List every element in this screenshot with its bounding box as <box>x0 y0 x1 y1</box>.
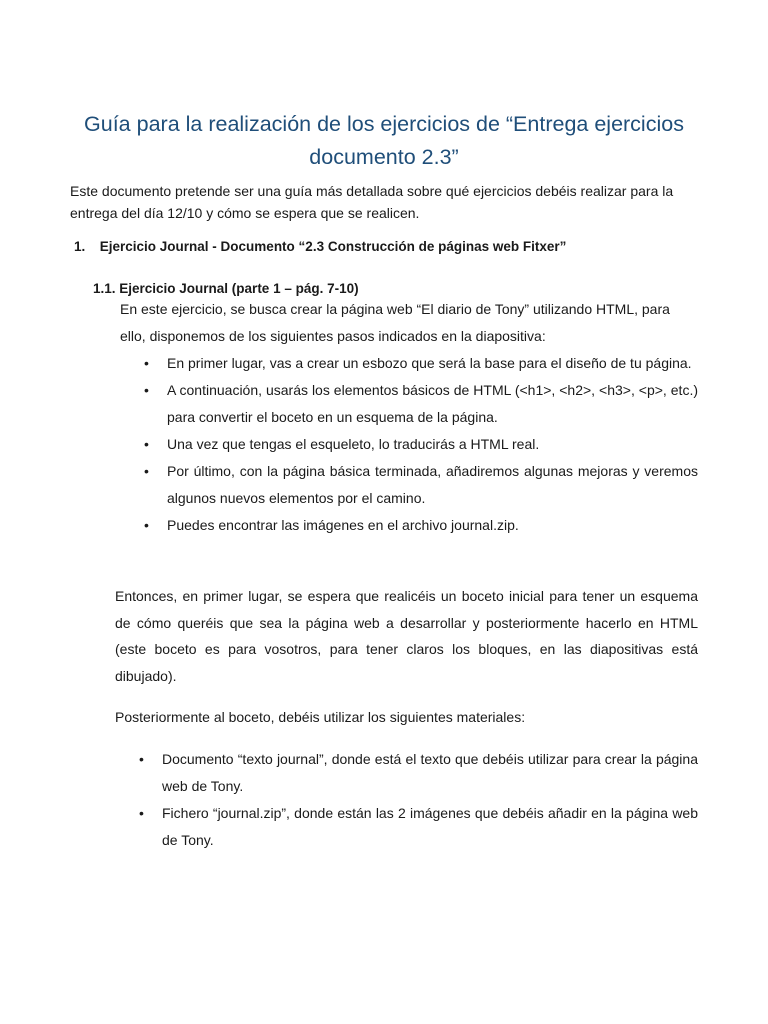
bullet-icon: • <box>144 382 149 398</box>
bullet-icon: • <box>139 805 144 821</box>
bullet-icon: • <box>144 436 149 452</box>
list-item <box>144 350 698 377</box>
section-number: 1. <box>74 239 86 254</box>
material-text: Fichero “journal.zip”, donde están las 2 imágenes que debéis añadir en la página web de Tony. <box>162 805 698 848</box>
materials-intro: Posteriormente al boceto, debéis utilizar los siguientes materiales: <box>115 709 526 725</box>
boceto-paragraph: Entonces, en primer lugar, se espera que realicéis un boceto inicial para tener un esquema de cómo queréis que sea la página web a desarrollar y posteriormente hacerlo en HTML (este boceto es para vosotros, para tener claros los bloques, en las diapositivas está dibujado). <box>115 588 698 684</box>
intro-paragraph: Este documento pretende ser una guía más detallada sobre qué ejercicios debéis realizar para la entrega del día 12/10 y cómo se espera que se realicen. <box>70 183 674 221</box>
list-item <box>144 431 698 458</box>
step-text: Por último, con la página básica terminada, añadiremos algunas mejoras y veremos algunos nuevos elementos por el camino. <box>167 463 698 506</box>
list-item <box>139 746 698 800</box>
material-text: Documento “texto journal”, donde está el texto que debéis utilizar para crear la página web de Tony. <box>162 751 698 794</box>
list-item <box>144 458 698 512</box>
section-heading-text: Ejercicio Journal - Documento “2.3 Construcción de páginas web Fitxer” <box>99 239 567 254</box>
list-item <box>144 512 698 539</box>
subsection-intro: En este ejercicio, se busca crear la página web “El diario de Tony” utilizando HTML, para ello, disponemos de los siguientes pasos indicados en la diapositiva: <box>120 301 670 344</box>
document-title: Guía para la realización de los ejercicios de “Entrega ejercicios documento 2.3” <box>84 112 684 169</box>
bullet-icon: • <box>144 463 149 479</box>
step-text: A continuación, usarás los elementos básicos de HTML (<h1>, <h2>, <h3>, <p>, etc.) para convertir el boceto en un esquema de la página. <box>167 382 698 425</box>
section-heading <box>74 237 714 257</box>
bullet-icon: • <box>144 355 149 371</box>
list-item <box>139 800 698 854</box>
bullet-icon: • <box>139 751 144 767</box>
subsection-heading: 1.1. Ejercicio Journal (parte 1 – pág. 7-10) <box>93 281 359 296</box>
bullet-icon: • <box>144 517 149 533</box>
step-text: En primer lugar, vas a crear un esbozo que será la base para el diseño de tu página. <box>167 355 692 371</box>
step-text: Una vez que tengas el esqueleto, lo traducirás a HTML real. <box>167 436 540 452</box>
list-item <box>144 377 698 431</box>
step-text: Puedes encontrar las imágenes en el archivo journal.zip. <box>167 517 519 533</box>
steps-list <box>144 350 698 539</box>
materials-list <box>139 746 698 854</box>
